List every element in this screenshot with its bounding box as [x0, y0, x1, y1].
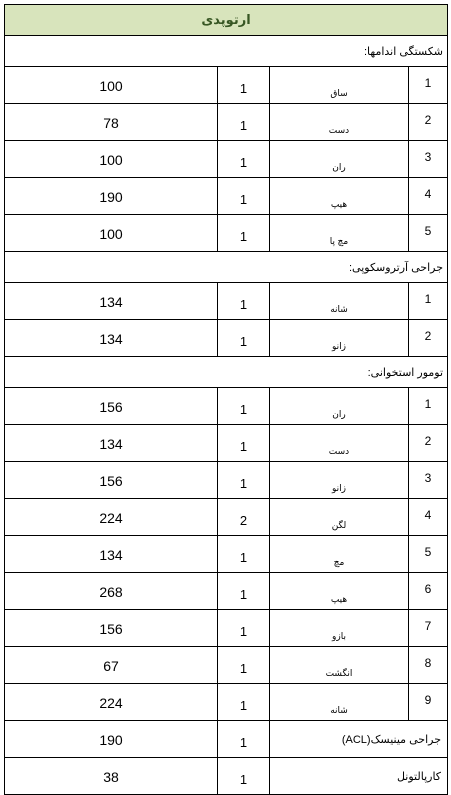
table-row — [5, 684, 448, 721]
row-number-cell: 6 — [409, 573, 448, 610]
value-cell: 78 — [5, 104, 218, 141]
row-number-cell: 7 — [409, 610, 448, 647]
quantity-cell: 2 — [218, 499, 270, 536]
row-number-cell: 1 — [409, 388, 448, 425]
procedure-name-cell: بازو — [270, 610, 409, 647]
quantity-cell: 1 — [218, 283, 270, 320]
quantity-cell: 1 — [218, 647, 270, 684]
quantity-cell: 1 — [218, 536, 270, 573]
value-cell: 190 — [5, 178, 218, 215]
section-heading-row — [5, 252, 448, 283]
section-heading: تومور استخوانی: — [5, 357, 448, 388]
row-number-cell: 3 — [409, 462, 448, 499]
procedure-name-cell: شانه — [270, 684, 409, 721]
procedure-name-cell: جراحی مینیسک(ACL) — [270, 721, 448, 758]
value-cell: 100 — [5, 67, 218, 104]
quantity-cell: 1 — [218, 462, 270, 499]
value-cell: 38 — [5, 758, 218, 795]
quantity-cell: 1 — [218, 141, 270, 178]
value-cell: 100 — [5, 215, 218, 252]
value-cell: 224 — [5, 499, 218, 536]
row-number-cell: 3 — [409, 141, 448, 178]
row-number-cell: 4 — [409, 499, 448, 536]
table-row — [5, 104, 448, 141]
procedure-name-cell: لگن — [270, 499, 409, 536]
value-cell: 190 — [5, 721, 218, 758]
value-cell: 224 — [5, 684, 218, 721]
procedure-name-cell: مچ — [270, 536, 409, 573]
procedure-name-cell: زانو — [270, 462, 409, 499]
table-row — [5, 425, 448, 462]
quantity-cell: 1 — [218, 178, 270, 215]
quantity-cell: 1 — [218, 684, 270, 721]
procedure-name-cell: هیپ — [270, 178, 409, 215]
table-row — [5, 320, 448, 357]
value-cell: 100 — [5, 141, 218, 178]
row-number-cell: 8 — [409, 647, 448, 684]
procedure-name-cell: ران — [270, 141, 409, 178]
quantity-cell: 1 — [218, 610, 270, 647]
value-cell: 134 — [5, 425, 218, 462]
row-number-cell: 5 — [409, 215, 448, 252]
orthopedics-sheet — [4, 4, 447, 795]
section-heading: جراحی آرتروسکوپی: — [5, 252, 448, 283]
quantity-cell: 1 — [218, 215, 270, 252]
procedure-name-cell: دست — [270, 425, 409, 462]
section-heading: شکستگی اندامها: — [5, 36, 448, 67]
table-row — [5, 388, 448, 425]
row-number-cell: 4 — [409, 178, 448, 215]
quantity-cell: 1 — [218, 425, 270, 462]
procedure-name-cell: ساق — [270, 67, 409, 104]
quantity-cell: 1 — [218, 388, 270, 425]
quantity-cell: 1 — [218, 67, 270, 104]
quantity-cell: 1 — [218, 721, 270, 758]
value-cell: 156 — [5, 462, 218, 499]
row-number-cell: 1 — [409, 283, 448, 320]
table-row — [5, 610, 448, 647]
procedure-name-cell: مچ پا — [270, 215, 409, 252]
quantity-cell: 1 — [218, 104, 270, 141]
orthopedics-table — [4, 4, 448, 795]
procedure-name-cell: انگشت — [270, 647, 409, 684]
table-row — [5, 721, 448, 758]
procedure-name-cell: ران — [270, 388, 409, 425]
row-number-cell: 2 — [409, 320, 448, 357]
table-row — [5, 215, 448, 252]
row-number-cell: 2 — [409, 104, 448, 141]
value-cell: 156 — [5, 388, 218, 425]
table-row — [5, 67, 448, 104]
table-row — [5, 283, 448, 320]
procedure-name-cell: شانه — [270, 283, 409, 320]
quantity-cell: 1 — [218, 758, 270, 795]
table-row — [5, 573, 448, 610]
procedure-name-cell: زانو — [270, 320, 409, 357]
value-cell: 134 — [5, 536, 218, 573]
table-row — [5, 178, 448, 215]
table-row — [5, 647, 448, 684]
procedure-name-cell: هیپ — [270, 573, 409, 610]
table-body — [5, 5, 448, 795]
value-cell: 134 — [5, 320, 218, 357]
row-number-cell: 2 — [409, 425, 448, 462]
table-row — [5, 536, 448, 573]
quantity-cell: 1 — [218, 320, 270, 357]
table-row — [5, 499, 448, 536]
quantity-cell: 1 — [218, 573, 270, 610]
value-cell: 268 — [5, 573, 218, 610]
table-row — [5, 141, 448, 178]
procedure-name-cell: دست — [270, 104, 409, 141]
table-row — [5, 462, 448, 499]
value-cell: 134 — [5, 283, 218, 320]
row-number-cell: 5 — [409, 536, 448, 573]
row-number-cell: 9 — [409, 684, 448, 721]
row-number-cell: 1 — [409, 67, 448, 104]
table-row — [5, 758, 448, 795]
procedure-name-cell: کارپالتونل — [270, 758, 448, 795]
section-heading-row — [5, 36, 448, 67]
section-heading-row — [5, 357, 448, 388]
table-title: ارتوپدی — [5, 5, 448, 36]
value-cell: 156 — [5, 610, 218, 647]
value-cell: 67 — [5, 647, 218, 684]
